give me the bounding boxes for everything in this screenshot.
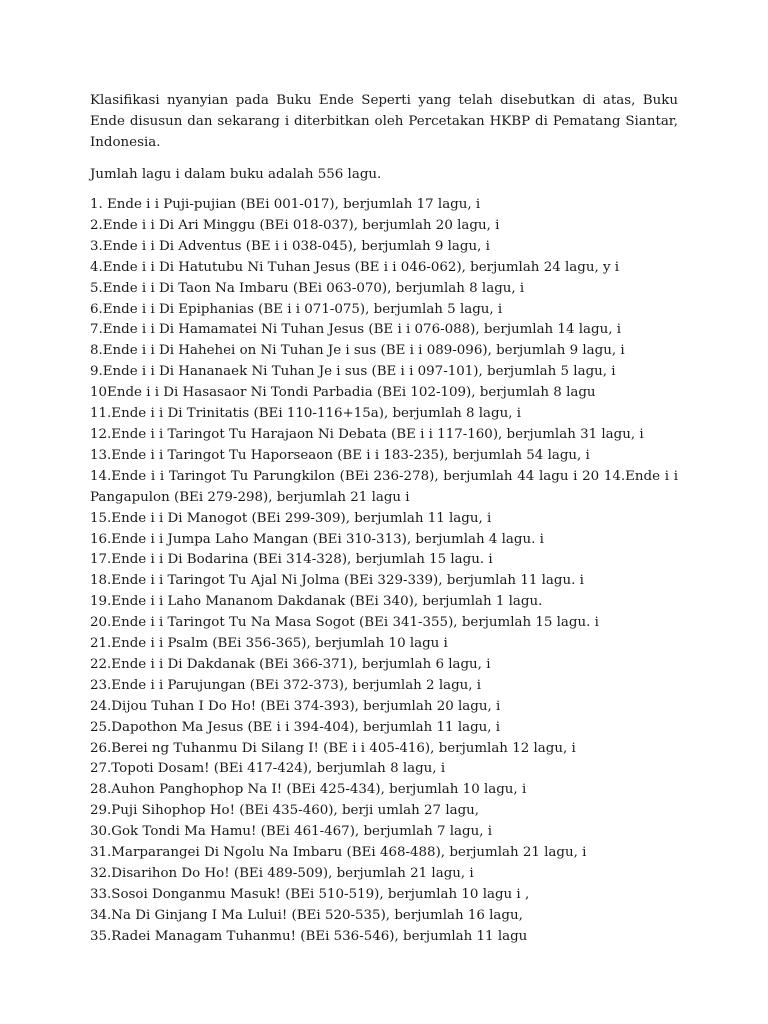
song-category-item: 15.Ende i i Di Manogot (BEi 299-309), berjumlah 11 lagu, i: [90, 510, 492, 526]
song-category-item: 9.Ende i i Di Hananaek Ni Tuhan Je i sus (BE i i 097-101), berjumlah 5 lagu, i: [90, 364, 616, 380]
song-category-item: 4.Ende i i Di Hatutubu Ni Tuhan Jesus (BE i i 046-062), berjumlah 24 lagu, y i: [90, 259, 620, 275]
song-category-item: 11.Ende i i Di Trinitatis (BEi 110-116+15a), berjumlah 8 lagu, i: [90, 406, 522, 422]
song-category-item: 34.Na Di Ginjang I Ma Lului! (BEi 520-535), berjumlah 16 lagu,: [90, 907, 523, 923]
song-category-item: 31.Marparangei Di Ngolu Na Imbaru (BEi 468-488), berjumlah 21 lagu, i: [90, 845, 587, 861]
song-category-item: 16.Ende i i Jumpa Laho Mangan (BEi 310-313), berjumlah 4 lagu. i: [90, 531, 544, 547]
song-category-item: 6.Ende i i Di Epiphanias (BE i i 071-075), berjumlah 5 lagu, i: [90, 301, 503, 317]
song-category-item: 25.Dapothon Ma Jesus (BE i i 394-404), berjumlah 11 lagu, i: [90, 719, 501, 735]
song-category-item: 26.Berei ng Tuhanmu Di Silang I! (BE i i 405-416), berjumlah 12 lagu, i: [90, 740, 576, 756]
song-category-item: 13.Ende i i Taringot Tu Haporseaon (BE i i 183-235), berjumlah 54 lagu, i: [90, 447, 590, 463]
song-category-item: 24.Dijou Tuhan I Do Ho! (BEi 374-393), berjumlah 20 lagu, i: [90, 698, 501, 714]
song-category-item: 21.Ende i i Psalm (BEi 356-365), berjumlah 10 lagu i: [90, 636, 448, 652]
song-category-item: 8.Ende i i Di Hahehei on Ni Tuhan Je i sus (BE i i 089-096), berjumlah 9 lagu, i: [90, 343, 625, 359]
song-category-item: 18.Ende i i Taringot Tu Ajal Ni Jolma (BEi 329-339), berjumlah 11 lagu. i: [90, 573, 584, 589]
song-category-item: 28.Auhon Panghophop Na I! (BEi 425-434), berjumlah 10 lagu, i: [90, 782, 527, 798]
song-category-item: 2.Ende i i Di Ari Minggu (BEi 018-037), berjumlah 20 lagu, i: [90, 217, 500, 233]
song-category-item: 27.Topoti Dosam! (BEi 417-424), berjumlah 8 lagu, i: [90, 761, 446, 777]
song-category-item: 33.Sosoi Donganmu Masuk! (BEi 510-519), berjumlah 10 lagu i ,: [90, 886, 530, 902]
song-category-item: 32.Disarihon Do Ho! (BEi 489-509), berjumlah 21 lagu, i: [90, 866, 474, 881]
song-category-item: 10Ende i i Di Hasasaor Ni Tondi Parbadia (BEi 102-109), berjumlah 8 lagu: [90, 385, 596, 401]
song-category-item: 29.Puji Sihophop Ho! (BEi 435-460), berji umlah 27 lagu,: [90, 803, 480, 819]
song-category-list: [90, 195, 678, 948]
song-category-item: 23.Ende i i Parujungan (BEi 372-373), berjumlah 2 lagu, i: [90, 677, 482, 693]
song-category-item: 5.Ende i i Di Taon Na Imbaru (BEi 063-070), berjumlah 8 lagu, i: [90, 280, 525, 296]
document-page: [90, 90, 678, 948]
song-category-item: 14.Ende i i Taringot Tu Parungkilon (BEi 236-278), berjumlah 44 lagu i 20 14.Ende i i Pangapulon (BEi 279-298), berjumlah 21 lagu i: [90, 468, 678, 505]
song-category-item: 17.Ende i i Di Bodarina (BEi 314-328), berjumlah 15 lagu. i: [90, 552, 493, 568]
song-category-item: 20.Ende i i Taringot Tu Na Masa Sogot (BEi 341-355), berjumlah 15 lagu. i: [90, 615, 599, 631]
song-category-item: 35.Radei Managam Tuhanmu! (BEi 536-546), berjumlah 11 lagu: [90, 928, 528, 944]
song-category-item: 3.Ende i i Di Adventus (BE i i 038-045), berjumlah 9 lagu, i: [90, 238, 490, 254]
intro-paragraph: Klasifikasi nyanyian pada Buku Ende Seperti yang telah disebutkan di atas, Buku Ende disusun dan sekarang i diterbitkan oleh Percetakan HKBP di Pematang Siantar, Indonesia.: [90, 93, 678, 150]
song-category-item: 1. Ende i i Puji-pujian (BEi 001-017), berjumlah 17 lagu, i: [90, 197, 481, 212]
song-count-paragraph: Jumlah lagu i dalam buku adalah 556 lagu.: [90, 167, 382, 182]
song-category-item: 12.Ende i i Taringot Tu Harajaon Ni Debata (BE i i 117-160), berjumlah 31 lagu, i: [90, 426, 644, 442]
song-category-item: 19.Ende i i Laho Mananom Dakdanak (BEi 340), berjumlah 1 lagu.: [90, 594, 543, 610]
song-category-item: 22.Ende i i Di Dakdanak (BEi 366-371), berjumlah 6 lagu, i: [90, 656, 491, 672]
song-category-item: 7.Ende i i Di Hamamatei Ni Tuhan Jesus (BE i i 076-088), berjumlah 14 lagu, i: [90, 322, 621, 338]
song-category-item: 30.Gok Tondi Ma Hamu! (BEi 461-467), berjumlah 7 lagu, i: [90, 824, 492, 840]
